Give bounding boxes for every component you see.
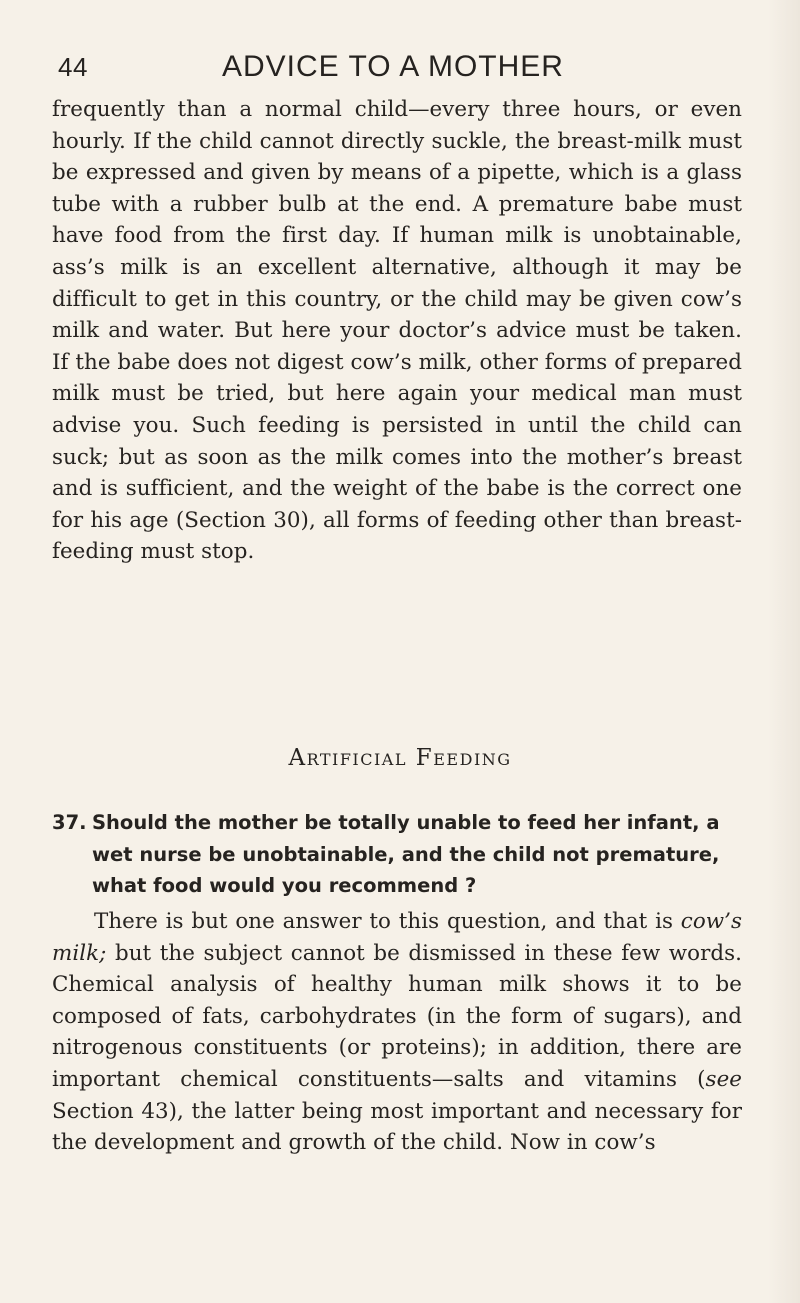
page-header — [58, 48, 748, 88]
section-heading: Artificial Feeding — [288, 745, 512, 771]
answer-italic-see: see — [705, 1066, 742, 1092]
question-37 — [52, 807, 742, 902]
answer-paragraph — [52, 906, 742, 1159]
running-head: ADVICE TO A MOTHER — [222, 50, 564, 83]
answer-text-1: There is but one answer to this question, and that is — [94, 909, 681, 934]
answer-italic-cows-milk: cow’s milk; — [52, 909, 742, 966]
question-text: Should the mother be totally unable to feed her infant, a wet nurse be unobtainable, and the child not premature, what food would you recommend ? — [92, 811, 720, 898]
page-number: 44 — [58, 52, 88, 82]
question-number: 37. — [52, 811, 87, 834]
answer-text-3: Section 43), the latter being most important and necessary for the development and growth of the child. Now in cow’s — [52, 1098, 742, 1156]
answer-text-2: but the subject cannot be dismissed in these few words. Chemical analysis of healthy human milk shows it to be composed of fats, carbohydrates (in the form of sugars), and nitrogenous constituents (or proteins); in addition, there are important chemical constituents—salts and vitamins ( — [52, 940, 742, 1092]
paragraph-continued: frequently than a normal child—every three hours, or even hourly. If the child cannot directly suckle, the breast-milk must be expressed and given by means of a pipette, which is a glass tube with a rubber bulb at the end. A premature babe must have food from the first day. If human milk is unobtainable, ass’s milk is an excellent alternative, although it may be difficult to get in this country, or the child may be given cow’s milk and water. But here your doctor’s advice must be taken. If the babe does not digest cow’s milk, other forms of prepared milk must be tried, but here again your medical man must advise you. Such feeding is persisted in until the child can suck; but as soon as the milk comes into the mother’s breast and is sufficient, and the weight of the babe is the correct one for his age (Section 30), all forms of feeding other than breast-feeding must stop. — [52, 97, 742, 565]
